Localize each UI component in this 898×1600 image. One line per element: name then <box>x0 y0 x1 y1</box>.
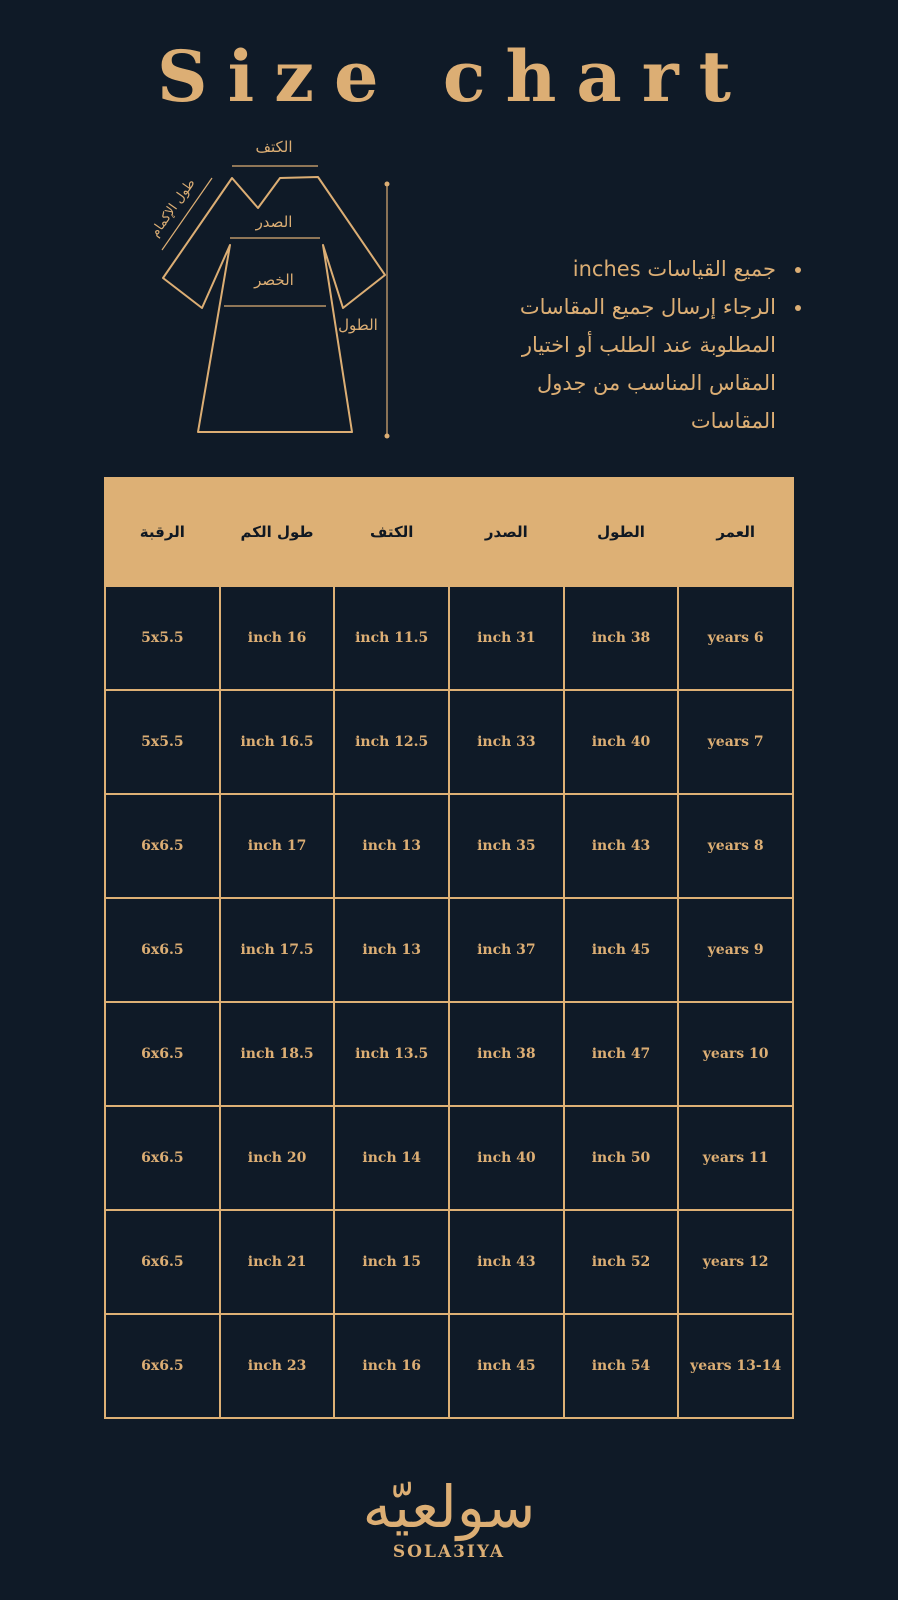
cell-length: 43 inch <box>564 794 679 898</box>
cell-length: 38 inch <box>564 586 679 690</box>
shoulder-label: الكتف <box>255 138 293 156</box>
cell-chest: 45 inch <box>449 1314 564 1418</box>
cell-shoulder: 15 inch <box>334 1210 449 1314</box>
cell-neck: 6x6.5 <box>105 1106 220 1210</box>
cell-sleeve-length: 16 inch <box>220 586 335 690</box>
cell-sleeve-length: 16.5 inch <box>220 690 335 794</box>
garment-diagram <box>140 130 420 460</box>
cell-sleeve-length: 17 inch <box>220 794 335 898</box>
cell-length: 40 inch <box>564 690 679 794</box>
brand-logo <box>0 1473 898 1562</box>
cell-age: 7 years <box>678 690 793 794</box>
header-sleeve-length: طول الكم <box>220 478 335 586</box>
brand-arabic-name: سولعيّه <box>362 1473 536 1541</box>
cell-age: 6 years <box>678 586 793 690</box>
size-table <box>104 477 794 1419</box>
cell-age: 9 years <box>678 898 793 1002</box>
header-age: العمر <box>678 478 793 586</box>
cell-age: 10 years <box>678 1002 793 1106</box>
cell-shoulder: 14 inch <box>334 1106 449 1210</box>
table-row <box>105 1106 793 1210</box>
cell-age: 8 years <box>678 794 793 898</box>
measurement-notes <box>480 250 812 440</box>
table-row <box>105 794 793 898</box>
cell-chest: 43 inch <box>449 1210 564 1314</box>
cell-neck: 6x6.5 <box>105 1314 220 1418</box>
brand-latin-name: SOLA3IYA <box>392 1542 506 1562</box>
sleeve-label: طول الإكمام <box>147 176 199 240</box>
cell-neck: 6x6.5 <box>105 898 220 1002</box>
table-row <box>105 1002 793 1106</box>
cell-length: 52 inch <box>564 1210 679 1314</box>
cell-shoulder: 13.5 inch <box>334 1002 449 1106</box>
header-chest: الصدر <box>449 478 564 586</box>
cell-sleeve-length: 21 inch <box>220 1210 335 1314</box>
cell-shoulder: 12.5 inch <box>334 690 449 794</box>
cell-shoulder: 11.5 inch <box>334 586 449 690</box>
cell-neck: 5x5.5 <box>105 690 220 794</box>
cell-shoulder: 13 inch <box>334 794 449 898</box>
cell-chest: 31 inch <box>449 586 564 690</box>
cell-age: 11 years <box>678 1106 793 1210</box>
cell-chest: 38 inch <box>449 1002 564 1106</box>
cell-chest: 37 inch <box>449 898 564 1002</box>
cell-neck: 5x5.5 <box>105 586 220 690</box>
table-row <box>105 1210 793 1314</box>
chest-label: الصدر <box>255 213 293 231</box>
header-neck: الرقبة <box>105 478 220 586</box>
length-label: الطول <box>338 316 378 334</box>
cell-shoulder: 16 inch <box>334 1314 449 1418</box>
cell-neck: 6x6.5 <box>105 1210 220 1314</box>
header-shoulder: الكتف <box>334 478 449 586</box>
cell-chest: 40 inch <box>449 1106 564 1210</box>
table-row <box>105 690 793 794</box>
cell-age: 12 years <box>678 1210 793 1314</box>
cell-age: 13-14 years <box>678 1314 793 1418</box>
table-row <box>105 898 793 1002</box>
cell-chest: 33 inch <box>449 690 564 794</box>
dress-outline-icon <box>140 130 420 460</box>
table-header-row <box>105 478 793 586</box>
cell-length: 47 inch <box>564 1002 679 1106</box>
cell-sleeve-length: 18.5 inch <box>220 1002 335 1106</box>
cell-sleeve-length: 23 inch <box>220 1314 335 1418</box>
header-length: الطول <box>564 478 679 586</box>
waist-label: الخصر <box>254 271 294 289</box>
table-row <box>105 586 793 690</box>
cell-length: 50 inch <box>564 1106 679 1210</box>
cell-sleeve-length: 20 inch <box>220 1106 335 1210</box>
cell-shoulder: 13 inch <box>334 898 449 1002</box>
cell-neck: 6x6.5 <box>105 794 220 898</box>
page-title: Size chart <box>157 35 751 118</box>
cell-sleeve-length: 17.5 inch <box>220 898 335 1002</box>
cell-chest: 35 inch <box>449 794 564 898</box>
cell-neck: 6x6.5 <box>105 1002 220 1106</box>
note-item: • الرجاء إرسال جميع المقاسات المطلوبة عند الطلب أو اختيار المقاس المناسب من جدول المقاسات <box>480 288 782 440</box>
cell-length: 45 inch <box>564 898 679 1002</box>
note-item: • جميع القياسات inches <box>480 250 782 288</box>
table-row <box>105 1314 793 1418</box>
cell-length: 54 inch <box>564 1314 679 1418</box>
